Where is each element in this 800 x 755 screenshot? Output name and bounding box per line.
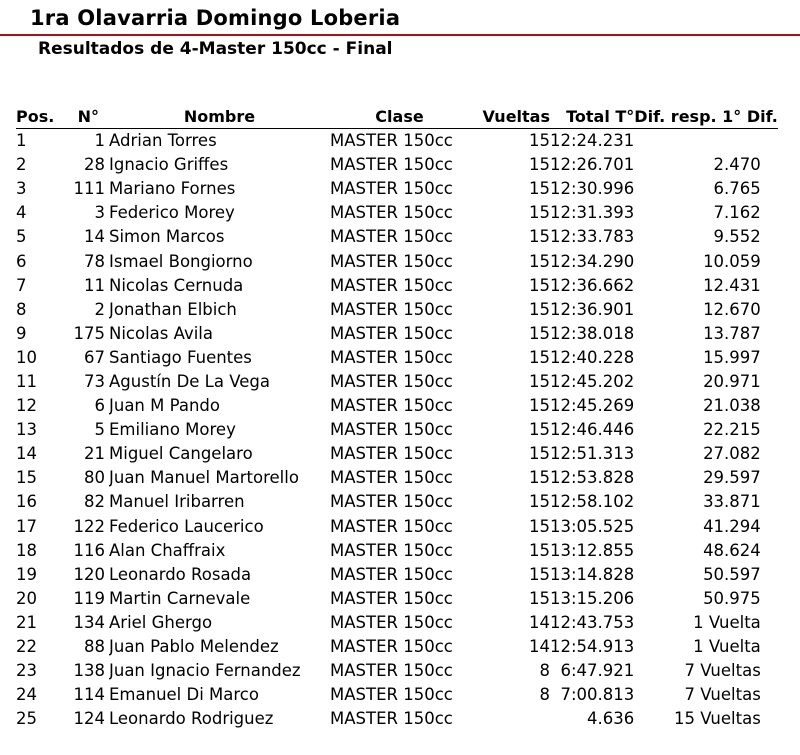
cell-laps: 15 xyxy=(529,203,550,223)
cell-total-time: 12:46.446 xyxy=(550,420,635,440)
cell-pos: 24 xyxy=(16,685,37,705)
cell-name: Nicolas Avila xyxy=(109,323,213,343)
cell-laps: 15 xyxy=(529,179,550,199)
table-row xyxy=(16,442,778,466)
table-row xyxy=(16,225,778,249)
cell-laps: 15 xyxy=(529,227,550,247)
cell-pos: 5 xyxy=(16,227,27,247)
cell-diff: 1 Vuelta xyxy=(693,637,761,657)
cell-number: 67 xyxy=(84,347,105,367)
cell-total-time: 12:24.231 xyxy=(550,131,635,151)
cell-total-time: 13:05.525 xyxy=(550,516,635,536)
cell-class: MASTER 150cc xyxy=(330,155,453,175)
cell-total-time: 12:51.313 xyxy=(550,444,635,464)
results-table xyxy=(16,106,778,731)
cell-class: MASTER 150cc xyxy=(330,468,453,488)
cell-laps: 15 xyxy=(529,371,550,391)
table-row xyxy=(16,394,778,418)
cell-total-time: 12:54.913 xyxy=(550,637,635,657)
cell-name: Ignacio Griffes xyxy=(109,155,229,175)
cell-diff: 6.765 xyxy=(713,179,761,199)
table-row xyxy=(16,322,778,346)
table-row xyxy=(16,249,778,273)
cell-class: MASTER 150cc xyxy=(330,179,453,199)
cell-total-time: 12:36.662 xyxy=(550,275,635,295)
cell-pos: 12 xyxy=(16,396,37,416)
cell-laps: 15 xyxy=(529,155,550,175)
cell-class: MASTER 150cc xyxy=(330,251,453,271)
table-row xyxy=(16,153,778,177)
cell-pos: 19 xyxy=(16,564,37,584)
column-header-pos: Pos. xyxy=(16,106,59,129)
cell-diff: 29.597 xyxy=(703,468,761,488)
cell-total-time: 4.636 xyxy=(587,709,635,729)
cell-diff: 41.294 xyxy=(703,516,761,536)
table-row xyxy=(16,659,778,683)
table-row xyxy=(16,515,778,539)
cell-pos: 21 xyxy=(16,612,37,632)
cell-class: MASTER 150cc xyxy=(330,492,453,512)
table-row xyxy=(16,201,778,225)
cell-total-time: 6:47.921 xyxy=(560,661,635,681)
cell-laps: 15 xyxy=(529,323,550,343)
cell-pos: 4 xyxy=(16,203,27,223)
cell-name: Martin Carnevale xyxy=(109,588,251,608)
column-header-name: Nombre xyxy=(109,106,330,129)
cell-pos: 23 xyxy=(16,661,37,681)
table-row xyxy=(16,707,778,731)
cell-laps: 15 xyxy=(529,564,550,584)
cell-number: 114 xyxy=(73,685,105,705)
cell-laps: 8 xyxy=(539,661,550,681)
header-row xyxy=(16,106,778,129)
cell-laps: 14 xyxy=(529,637,550,657)
cell-total-time: 12:38.018 xyxy=(550,323,635,343)
cell-name: Jonathan Elbich xyxy=(109,299,237,319)
table-row xyxy=(16,346,778,370)
page-title: 1ra Olavarria Domingo Loberia xyxy=(30,6,401,30)
cell-class: MASTER 150cc xyxy=(330,661,453,681)
cell-pos: 17 xyxy=(16,516,37,536)
cell-number: 73 xyxy=(84,371,105,391)
cell-class: MASTER 150cc xyxy=(330,131,453,151)
cell-total-time: 12:31.393 xyxy=(550,203,635,223)
cell-laps: 15 xyxy=(529,420,550,440)
cell-diff: 27.082 xyxy=(703,444,761,464)
table-row xyxy=(16,563,778,587)
cell-pos: 14 xyxy=(16,444,37,464)
cell-class: MASTER 150cc xyxy=(330,516,453,536)
cell-name: Simon Marcos xyxy=(109,227,225,247)
cell-laps: 15 xyxy=(529,251,550,271)
cell-class: MASTER 150cc xyxy=(330,347,453,367)
cell-diff: 50.597 xyxy=(703,564,761,584)
cell-pos: 6 xyxy=(16,251,27,271)
table-row xyxy=(16,611,778,635)
cell-diff xyxy=(634,129,778,154)
cell-laps: 15 xyxy=(529,492,550,512)
cell-total-time: 12:45.269 xyxy=(550,396,635,416)
cell-pos: 20 xyxy=(16,588,37,608)
cell-number: 80 xyxy=(84,468,105,488)
cell-diff: 15 Vueltas xyxy=(674,709,761,729)
cell-laps: 15 xyxy=(529,396,550,416)
cell-diff: 7.162 xyxy=(713,203,761,223)
cell-pos: 2 xyxy=(16,155,27,175)
cell-pos: 7 xyxy=(16,275,27,295)
table-row xyxy=(16,587,778,611)
cell-diff: 7 Vueltas xyxy=(684,685,761,705)
cell-total-time: 13:15.206 xyxy=(550,588,635,608)
cell-class: MASTER 150cc xyxy=(330,396,453,416)
cell-diff: 33.871 xyxy=(703,492,761,512)
cell-class: MASTER 150cc xyxy=(330,203,453,223)
cell-diff: 21.038 xyxy=(703,396,761,416)
cell-diff: 7 Vueltas xyxy=(684,661,761,681)
cell-class: MASTER 150cc xyxy=(330,371,453,391)
cell-number: 122 xyxy=(73,516,105,536)
cell-number: 120 xyxy=(73,564,105,584)
cell-total-time: 12:58.102 xyxy=(550,492,635,512)
cell-total-time: 12:26.701 xyxy=(550,155,635,175)
cell-total-time: 12:43.753 xyxy=(550,612,635,632)
cell-diff: 10.059 xyxy=(703,251,761,271)
cell-name: Juan Manuel Martorello xyxy=(109,468,299,488)
cell-total-time: 7:00.813 xyxy=(560,685,635,705)
column-header-class: Clase xyxy=(330,106,469,129)
cell-total-time: 12:34.290 xyxy=(550,251,635,271)
cell-pos: 3 xyxy=(16,179,27,199)
cell-name: Nicolas Cernuda xyxy=(109,275,244,295)
cell-number: 14 xyxy=(84,227,105,247)
column-header-total-time: Total T° xyxy=(550,106,634,129)
cell-laps: 8 xyxy=(539,685,550,705)
cell-total-time: 12:36.901 xyxy=(550,299,635,319)
cell-pos: 16 xyxy=(16,492,37,512)
column-header-number: N° xyxy=(59,106,109,129)
cell-diff: 15.997 xyxy=(703,347,761,367)
column-header-laps: Vueltas xyxy=(469,106,550,129)
table-row xyxy=(16,635,778,659)
cell-number: 88 xyxy=(84,637,105,657)
cell-class: MASTER 150cc xyxy=(330,685,453,705)
cell-number: 175 xyxy=(73,323,105,343)
cell-class: MASTER 150cc xyxy=(330,588,453,608)
cell-number: 138 xyxy=(73,661,105,681)
cell-pos: 18 xyxy=(16,540,37,560)
cell-number: 124 xyxy=(73,709,105,729)
cell-number: 11 xyxy=(84,275,105,295)
cell-name: Alan Chaffraix xyxy=(109,540,226,560)
table-row xyxy=(16,539,778,563)
cell-diff: 48.624 xyxy=(703,540,761,560)
cell-number: 116 xyxy=(73,540,105,560)
cell-total-time: 12:30.996 xyxy=(550,179,635,199)
cell-name: Ariel Ghergo xyxy=(109,612,213,632)
cell-class: MASTER 150cc xyxy=(330,227,453,247)
cell-diff: 2.470 xyxy=(713,155,761,175)
cell-diff: 12.670 xyxy=(703,299,761,319)
cell-class: MASTER 150cc xyxy=(330,564,453,584)
cell-name: Juan Pablo Melendez xyxy=(109,637,279,657)
cell-name: Juan M Pando xyxy=(109,396,220,416)
cell-number: 5 xyxy=(94,420,105,440)
cell-laps: 15 xyxy=(529,131,550,151)
results-table-body xyxy=(16,129,778,732)
cell-number: 134 xyxy=(73,612,105,632)
cell-number: 6 xyxy=(94,396,105,416)
cell-class: MASTER 150cc xyxy=(330,637,453,657)
cell-class: MASTER 150cc xyxy=(330,275,453,295)
cell-number: 111 xyxy=(73,179,105,199)
cell-laps: 15 xyxy=(529,444,550,464)
cell-diff: 20.971 xyxy=(703,371,761,391)
cell-class: MASTER 150cc xyxy=(330,299,453,319)
cell-name: Federico Morey xyxy=(109,203,235,223)
table-row xyxy=(16,466,778,490)
cell-name: Miguel Cangelaro xyxy=(109,444,253,464)
cell-number: 119 xyxy=(73,588,105,608)
cell-name: Leonardo Rosada xyxy=(109,564,252,584)
cell-diff: 12.431 xyxy=(703,275,761,295)
cell-diff: 13.787 xyxy=(703,323,761,343)
column-header-diff: Dif. resp. 1° Dif. xyxy=(634,106,778,129)
cell-number: 28 xyxy=(84,155,105,175)
cell-number: 78 xyxy=(84,251,105,271)
table-row xyxy=(16,177,778,201)
cell-name: Emanuel Di Marco xyxy=(109,685,259,705)
cell-name: Adrian Torres xyxy=(109,131,217,151)
cell-number: 2 xyxy=(94,299,105,319)
cell-name: Federico Laucerico xyxy=(109,516,264,536)
cell-pos: 13 xyxy=(16,420,37,440)
results-table-header xyxy=(16,106,778,129)
table-row xyxy=(16,683,778,707)
cell-pos: 8 xyxy=(16,299,27,319)
cell-diff: 1 Vuelta xyxy=(693,612,761,632)
cell-class: MASTER 150cc xyxy=(330,444,453,464)
cell-laps: 15 xyxy=(529,516,550,536)
cell-laps: 15 xyxy=(529,588,550,608)
cell-laps: 14 xyxy=(529,612,550,632)
cell-class: MASTER 150cc xyxy=(330,420,453,440)
cell-class: MASTER 150cc xyxy=(330,612,453,632)
cell-name: Juan Ignacio Fernandez xyxy=(109,661,301,681)
cell-laps xyxy=(469,707,550,731)
table-row xyxy=(16,490,778,514)
cell-total-time: 13:12.855 xyxy=(550,540,635,560)
cell-laps: 15 xyxy=(529,468,550,488)
table-row xyxy=(16,274,778,298)
table-row xyxy=(16,298,778,322)
cell-pos: 22 xyxy=(16,637,37,657)
cell-class: MASTER 150cc xyxy=(330,540,453,560)
cell-total-time: 12:33.783 xyxy=(550,227,635,247)
cell-number: 21 xyxy=(84,444,105,464)
table-row xyxy=(16,370,778,394)
cell-pos: 9 xyxy=(16,323,27,343)
cell-name: Agustín De La Vega xyxy=(109,371,270,391)
cell-name: Santiago Fuentes xyxy=(109,347,252,367)
cell-class: MASTER 150cc xyxy=(330,709,453,729)
cell-name: Emiliano Morey xyxy=(109,420,236,440)
cell-diff: 22.215 xyxy=(703,420,761,440)
cell-total-time: 12:40.228 xyxy=(550,347,635,367)
cell-laps: 15 xyxy=(529,299,550,319)
cell-total-time: 13:14.828 xyxy=(550,564,635,584)
cell-pos: 15 xyxy=(16,468,37,488)
cell-laps: 15 xyxy=(529,347,550,367)
table-row xyxy=(16,129,778,154)
cell-diff: 50.975 xyxy=(703,588,761,608)
cell-name: Leonardo Rodriguez xyxy=(109,709,274,729)
cell-name: Ismael Bongiorno xyxy=(109,251,253,271)
cell-total-time: 12:45.202 xyxy=(550,371,635,391)
cell-pos: 11 xyxy=(16,371,37,391)
page-subtitle: Resultados de 4-Master 150cc - Final xyxy=(38,39,393,59)
cell-number: 3 xyxy=(94,203,105,223)
cell-pos: 1 xyxy=(16,131,27,151)
cell-diff: 9.552 xyxy=(713,227,761,247)
cell-name: Manuel Iribarren xyxy=(109,492,245,512)
cell-class: MASTER 150cc xyxy=(330,323,453,343)
cell-number: 1 xyxy=(94,131,105,151)
cell-pos: 25 xyxy=(16,709,37,729)
cell-name: Mariano Fornes xyxy=(109,179,236,199)
table-row xyxy=(16,418,778,442)
cell-number: 82 xyxy=(84,492,105,512)
title-divider xyxy=(0,34,800,36)
cell-laps: 15 xyxy=(529,540,550,560)
cell-pos: 10 xyxy=(16,347,37,367)
cell-laps: 15 xyxy=(529,275,550,295)
cell-total-time: 12:53.828 xyxy=(550,468,635,488)
